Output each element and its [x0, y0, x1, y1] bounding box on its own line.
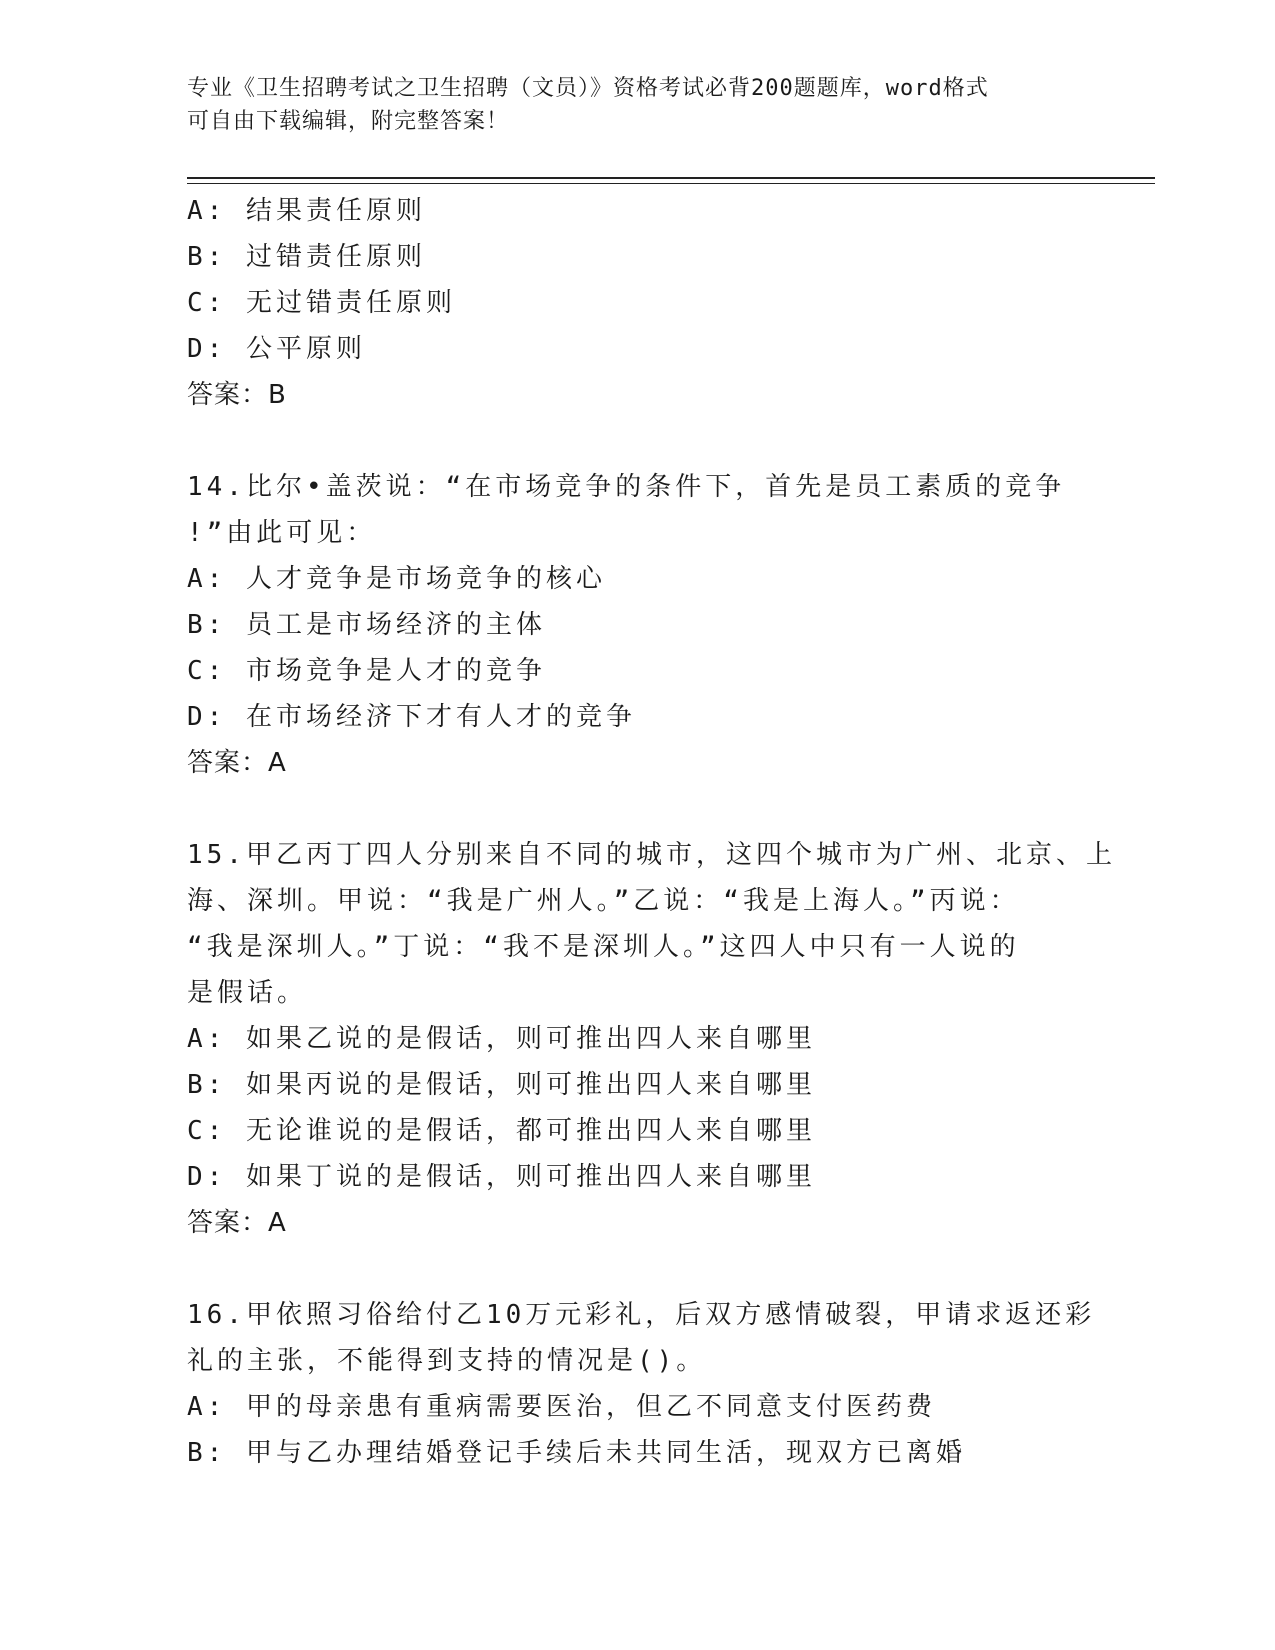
answer-line: 答案：A [187, 748, 287, 778]
option-b: B: 甲与乙办理结婚登记手续后未共同生活，现双方已离婚 [187, 1438, 966, 1468]
header-divider-thin [187, 183, 1155, 184]
option-b: B: 如果丙说的是假话，则可推出四人来自哪里 [187, 1070, 816, 1100]
question-content [187, 188, 1116, 1476]
header-divider-thick [187, 177, 1155, 179]
option-d: D: 公平原则 [187, 334, 366, 364]
question-text-line: “我是深圳人。”丁说：“我不是深圳人。”这四人中只有一人说的 [187, 932, 1020, 962]
option-a: A: 结果责任原则 [187, 196, 426, 226]
question-text-line: 海、深圳。甲说：“我是广州人。”乙说：“我是上海人。”丙说： [187, 886, 1020, 916]
answer-line: 答案：B [187, 380, 287, 410]
question-spacer [187, 418, 1087, 464]
question-text-line: !”由此可见： [187, 518, 377, 548]
option-d: D: 如果丁说的是假话，则可推出四人来自哪里 [187, 1162, 816, 1192]
question-spacer [187, 786, 1087, 832]
question-15 [187, 832, 1116, 1246]
header-line-2: 可自由下载编辑，附完整答案！ [187, 109, 510, 134]
question-text-line: 是假话。 [187, 978, 308, 1008]
document-header [187, 72, 1067, 138]
question-text-line: 16.甲依照习俗给付乙10万元彩礼，后双方感情破裂，甲请求返还彩 [187, 1300, 1096, 1330]
option-a: A: 甲的母亲患有重病需要医治，但乙不同意支付医药费 [187, 1392, 936, 1422]
header-line-1: 专业《卫生招聘考试之卫生招聘（文员）》资格考试必背200题题库，word格式 [187, 76, 989, 101]
option-c: C: 无论谁说的是假话，都可推出四人来自哪里 [187, 1116, 816, 1146]
option-d: D: 在市场经济下才有人才的竞争 [187, 702, 636, 732]
question-14 [187, 464, 1087, 786]
option-a: A: 人才竞争是市场竞争的核心 [187, 564, 606, 594]
question-16 [187, 1292, 1096, 1476]
option-c: C: 市场竞争是人才的竞争 [187, 656, 546, 686]
option-b: B: 员工是市场经济的主体 [187, 610, 546, 640]
question-text-line: 礼的主张，不能得到支持的情况是()。 [187, 1346, 707, 1376]
option-b: B: 过错责任原则 [187, 242, 426, 272]
question-text-line: 14.比尔•盖茨说：“在市场竞争的条件下，首先是员工素质的竞争 [187, 472, 1066, 502]
option-c: C: 无过错责任原则 [187, 288, 456, 318]
answer-line: 答案：A [187, 1208, 287, 1238]
question-13 [187, 188, 1087, 418]
question-spacer [187, 1246, 1087, 1292]
question-text-line: 15.甲乙丙丁四人分别来自不同的城市，这四个城市为广州、北京、上 [187, 840, 1116, 870]
option-a: A: 如果乙说的是假话，则可推出四人来自哪里 [187, 1024, 816, 1054]
